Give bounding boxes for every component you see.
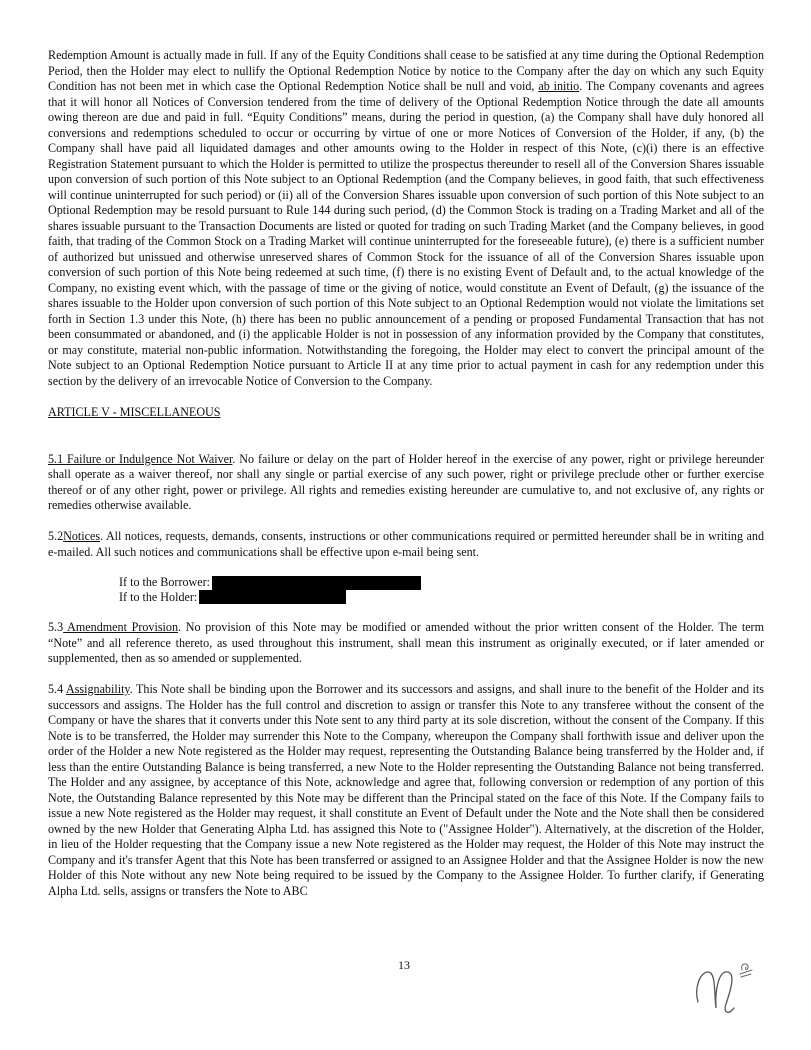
section-5-2-number: 5.2: [48, 529, 64, 543]
text-run: Redemption Amount is actually made in full. If any of the Equity Conditions shall cease to be satisfied at any time during the Optional Redemption Period, then the Holder may elect to nullify the Optional Redemption Notice by notice to the Company after the day on which any such Equity Condition has not been met in which case the Optional Redemption Notice shall be null and void,: [48, 48, 764, 93]
document-page: [48, 48, 764, 899]
redaction-box-holder: [199, 590, 346, 604]
section-5-1: [48, 452, 764, 514]
notice-borrower-line: [119, 576, 764, 591]
section-5-3: [48, 620, 764, 667]
section-5-1-body: . No failure or delay on the part of Holder hereof in the exercise of any power, right or privilege hereunder shall operate as a waiver thereof, nor shall any single or partial exercise of any such power, right or privilege preclude other or further exercise thereof or of any other right, power or privilege. All rights and remedies existing hereunder are cumulative to, and not exclusive of, any rights or remedies otherwise available.: [48, 451, 764, 512]
signature-superscript: [740, 964, 752, 977]
notice-holder-label: If to the Holder:: [119, 589, 198, 604]
section-5-3-title: Amendment Provision: [63, 620, 178, 634]
notice-borrower-label: If to the Borrower:: [119, 575, 211, 589]
section-5-3-body: . No provision of this Note may be modified or amended without the prior written consent of the Holder. The term “Note” and all reference thereto, as used throughout this instrument, shall mean this instrument as originally executed, or if later amended or supplemented, then as so amended or supplemented.: [48, 620, 764, 665]
section-5-2-body: . All notices, requests, demands, consents, instructions or other communications required or permitted hereunder shall be in writing and e-mailed. All such notices and communications shall be effective upon e-mail being sent.: [48, 529, 764, 559]
text-run-ab-initio: ab initio: [538, 79, 580, 93]
section-5-2: [48, 529, 764, 560]
page-number: 13: [398, 958, 410, 972]
signature-initials-mark: [690, 958, 770, 1016]
section-5-1-title: 5.1 Failure or Indulgence Not Waiver: [48, 451, 233, 466]
redaction-box-borrower: [212, 576, 421, 590]
section-5-4-body: . This Note shall be binding upon the Borrower and its successors and assigns, and shall inure to the benefit of the Holder and its successors and assigns. The Holder has the full control and discretion to assign or transfer this Note to any transferee without the consent of the Company or have the shares that it converts under this Note sent to any third party at its sole discretion, without the consent of the Company. If this Note is to be transferred, the Holder may surrender this Note to the Company, whereupon the Company shall forthwith issue and deliver upon the order of the Holder a new Note registered as the Holder may request, representing the Outstanding Balance being transferred by the Holder and, if less than the entire Outstanding Balance is being transferred, a new Note to the Holder representing the Outstanding Balance not being transferred. The Holder and any assignee, by acceptance of this Note, acknowledge and agree that, following conversion or redemption of any portion of this Note, the Outstanding Balance represented by this Note may be different than the Principal stated on the face of this Note. If the Company fails to issue a new Note registered as the Holder may request, it shall constitute an Event of Default under the Note and the Note shall then be considered owned by the new Holder that Generating Alpha Ltd. has assigned this Note to ("Assignee Holder"). Alternatively, at the discretion of the Holder, in lieu of the Holder requesting that the Company issue a new Note registered as the Holder may request, the Holder of this Note may instruct the Company and it's transfer Agent that this Note has been transferred or assigned to an Assignee Holder and that the Assignee Holder is now the new Holder of this Note without any new Note being required to be issued by the Company to the Assignee Holder. To further clarify, if Generating Alpha Ltd. sells, assigns or transfers the Note to ABC: [48, 682, 764, 898]
paragraph-equity-conditions: [48, 48, 764, 389]
article-heading: ARTICLE V - MISCELLANEOUS: [48, 405, 221, 419]
text-run: . The Company covenants and agrees that it will honor all Notices of Conversion tendered from the time of delivery of the Optional Redemption Notice through the date all amounts owing thereon are due and paid in full. “Equity Conditions” means, during the period in question, (a) the Company shall have duly honored all conversions and redemptions scheduled to occur or occurring by virtue of one or more Notices of Conversion of the Holder, if any, (b) the Company shall have paid all liquidated damages and other amounts owing to the Holder in respect of this Note, (c)(i) there is an effective Registration Statement pursuant to which the Holder is permitted to utilize the prospectus thereunder to resell all of the Conversion Shares issuable upon conversion of such portion of this Note subject to an Optional Redemption (and the Company believes, in good faith, that such effectiveness will continue uninterrupted for such period) or (ii) all of the Conversion Shares issuable upon conversion of such portion of this Note subject to an Optional Redemption may be resold pursuant to Rule 144 during such period, (d) the Common Stock is trading on a Trading Market and all of the shares issuable pursuant to the Transaction Documents are listed or quoted for trading on such Trading Market (and the Company believes, in good faith, that trading of the Common Stock on a Trading Market will continue uninterrupted for the foreseeable future), (e) there is a sufficient number of authorized but unissued and otherwise unreserved shares of Common Stock for the issuance of all of the Conversion Shares issuable upon conversion of such portion of this Note being redeemed at such time, (f) there is no existing Event of Default and, to the actual knowledge of the Company, no existing event which, with the passage of time or the giving of notice, would constitute an Event of Default, (g) the issuance of the shares issuable to the Holder upon conversion of such portion of this Note subject to an Optional Redemption would not violate the limitations set forth in Section 1.3 under this Note, (h) there has been no public announcement of a pending or proposed Fundamental Transaction that has not been consummated or abandoned, and (i) the applicable Holder is not in possession of any information provided by the Company that constitutes, or may constitute, material non-public information. Notwithstanding the foregoing, the Holder may elect to convert the principal amount of the Note subject to an Optional Redemption Notice pursuant to Article II at any time prior to actual payment in cash for any redemption under this section by the delivery of an irrevocable Notice of Conversion to the Company.: [48, 79, 764, 388]
section-5-2-title: Notices: [63, 529, 101, 543]
section-5-4: [48, 682, 764, 899]
section-5-4-title: Assignability: [65, 682, 130, 696]
notice-addresses: [48, 576, 764, 605]
section-5-3-number: 5.3: [48, 620, 64, 634]
section-5-4-number: 5.4: [48, 682, 66, 696]
notice-holder-line: [119, 590, 764, 605]
signature-stroke: [697, 972, 734, 1012]
